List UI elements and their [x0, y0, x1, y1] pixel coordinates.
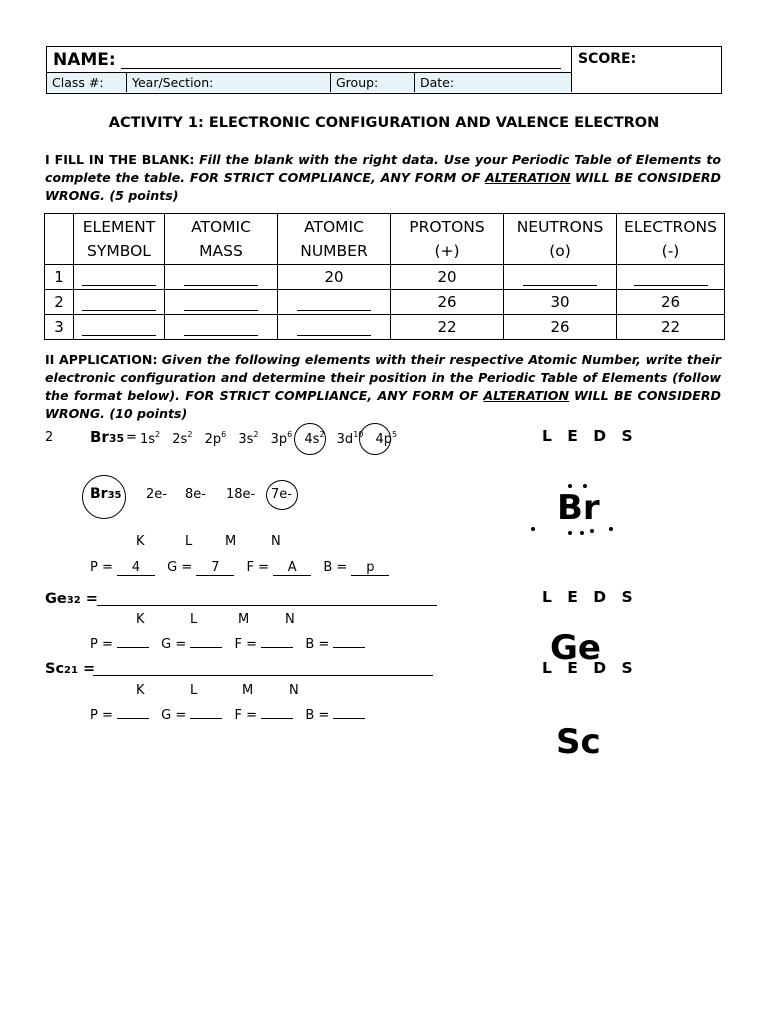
ge-symbol: Ge32 =	[45, 591, 98, 607]
table-row	[45, 265, 725, 290]
shell-label: K	[136, 612, 145, 627]
shell-label: L	[185, 534, 193, 549]
part2-instructions	[45, 351, 721, 423]
sc-pgfb: P = G = F = B =	[90, 708, 365, 723]
element-symbol-blank[interactable]	[74, 265, 165, 290]
part2-instruction-end: WILL BE CONSIDERD WRONG. (10 points)	[45, 388, 721, 421]
table-row	[45, 315, 725, 340]
part2-instruction: Given the following elements with their respective Atomic Number, write their electronic configuration and determine their position in the Periodic Table of Elements (follow the format below). FOR STRICT COMPLIANCE, ANY FORM OF	[45, 352, 721, 403]
header-table	[46, 46, 722, 94]
shell-label: K	[136, 683, 145, 698]
valence-shell-circle	[266, 480, 298, 510]
shell-l: 8e-	[185, 487, 206, 502]
table-header: ELEMENT SYMBOL	[74, 214, 165, 265]
leds-sc-symbol: Sc	[556, 722, 601, 762]
example-symbol: Br35	[90, 428, 125, 446]
atomic-number-blank[interactable]	[278, 315, 391, 340]
shell-k: 2e-	[146, 487, 167, 502]
table-header: ELECTRONS (-)	[617, 214, 725, 265]
shell-symbol: Br35	[90, 486, 122, 502]
f-value: A	[273, 560, 311, 576]
example-equals: =	[126, 430, 137, 445]
year-section-label: Year/Section:	[132, 75, 214, 90]
name-field[interactable]	[121, 68, 561, 69]
electron-dot	[568, 531, 572, 535]
sc-symbol: Sc21 =	[45, 661, 96, 677]
leds-label: L E D S	[542, 427, 638, 445]
group-field[interactable]	[331, 73, 415, 92]
score-cell[interactable]	[572, 47, 721, 92]
name-cell	[47, 47, 572, 73]
part1-instructions	[45, 151, 721, 205]
atomic-mass-blank[interactable]	[165, 290, 278, 315]
leds-label: L E D S	[542, 588, 638, 606]
electron-dot	[583, 484, 587, 488]
valence-circle-4s	[294, 423, 326, 455]
shell-label: L	[190, 612, 198, 627]
sc-p-field[interactable]	[117, 718, 149, 719]
table-header: NEUTRONS (o)	[504, 214, 617, 265]
class-label: Class #:	[52, 75, 104, 90]
class-field[interactable]	[47, 73, 127, 92]
row-number: 3	[45, 315, 74, 340]
shell-label: N	[285, 612, 295, 627]
protons-cell: 22	[391, 315, 504, 340]
p-value: 4	[117, 560, 155, 576]
electrons-cell: 22	[617, 315, 725, 340]
table-header-num	[45, 214, 74, 265]
leds-ge-symbol: Ge	[550, 628, 601, 668]
element-table	[44, 213, 725, 340]
sc-configuration-field[interactable]	[93, 675, 433, 676]
ge-g-field[interactable]	[190, 647, 222, 648]
shell-m: 18e-	[226, 487, 256, 502]
part1-heading: I FILL IN THE BLANK:	[45, 152, 195, 167]
table-header: PROTONS (+)	[391, 214, 504, 265]
electrons-blank[interactable]	[617, 265, 725, 290]
ge-configuration-field[interactable]	[97, 605, 437, 606]
electron-dot	[568, 484, 572, 488]
table-row	[45, 290, 725, 315]
ge-pgfb: P = G = F = B =	[90, 637, 365, 652]
table-header: ATOMIC NUMBER	[278, 214, 391, 265]
example-pgfb: P = 4 G = 7 F = A B = p	[90, 560, 389, 576]
shell-label: M	[242, 683, 254, 698]
date-label: Date:	[420, 75, 455, 90]
name-label: NAME:	[53, 50, 116, 70]
leds-br-symbol: Br	[557, 488, 600, 528]
atomic-mass-blank[interactable]	[165, 315, 278, 340]
score-label: SCORE:	[578, 51, 637, 67]
part1-instruction: Fill the blank with the right data. Use your Periodic Table of Elements to complete the table. FOR STRICT COMPLIANCE, ANY FORM OF	[45, 152, 721, 185]
shell-label: N	[289, 683, 299, 698]
element-symbol-blank[interactable]	[74, 290, 165, 315]
protons-cell: 26	[391, 290, 504, 315]
row-number: 2	[45, 290, 74, 315]
group-label: Group:	[336, 75, 379, 90]
year-section-field[interactable]	[127, 73, 331, 92]
valence-circle-4p	[359, 423, 391, 455]
b-value: p	[351, 560, 389, 576]
shell-label: M	[238, 612, 250, 627]
electron-dot	[609, 527, 613, 531]
atomic-mass-blank[interactable]	[165, 265, 278, 290]
example-number: 2	[45, 430, 54, 445]
electron-dot	[531, 527, 535, 531]
part2-heading: II APPLICATION:	[45, 352, 158, 367]
protons-cell: 20	[391, 265, 504, 290]
part2-alteration: ALTERATION	[483, 388, 570, 403]
g-value: 7	[196, 560, 234, 576]
date-field[interactable]	[415, 73, 572, 92]
electron-dot	[580, 531, 584, 535]
info-row	[47, 73, 572, 92]
sc-g-field[interactable]	[190, 718, 222, 719]
shell-label: K	[136, 534, 145, 549]
table-header-row	[45, 214, 725, 265]
electrons-cell: 26	[617, 290, 725, 315]
atomic-number-blank[interactable]	[278, 290, 391, 315]
table-header: ATOMIC MASS	[165, 214, 278, 265]
neutrons-cell: 30	[504, 290, 617, 315]
electron-dot	[590, 529, 594, 533]
leds-label: L E D S	[542, 659, 638, 677]
sc-b-field[interactable]	[333, 718, 365, 719]
ge-f-field[interactable]	[261, 647, 293, 648]
activity-title: ACTIVITY 1: ELECTRONIC CONFIGURATION AND VALENCE ELECTRON	[108, 115, 660, 131]
shell-label: N	[271, 534, 281, 549]
neutrons-cell: 26	[504, 315, 617, 340]
part1-instruction-end: WILL BE CONSIDERD WRONG. (5 points)	[45, 170, 721, 203]
part1-alteration: ALTERATION	[484, 170, 571, 185]
ge-p-field[interactable]	[117, 647, 149, 648]
atomic-number-cell: 20	[278, 265, 391, 290]
ge-b-field[interactable]	[333, 647, 365, 648]
shell-n: 7e-	[271, 487, 292, 502]
element-symbol-blank[interactable]	[74, 315, 165, 340]
row-number: 1	[45, 265, 74, 290]
neutrons-blank[interactable]	[504, 265, 617, 290]
shell-label: M	[225, 534, 237, 549]
sc-f-field[interactable]	[261, 718, 293, 719]
shell-label: L	[190, 683, 198, 698]
example-configuration: $1s^2$ $2s^2$ $2p^6$ $3s^2$ $3p^6$ $4s^2$ $3d^{10}$ $4p^5$	[140, 430, 398, 447]
